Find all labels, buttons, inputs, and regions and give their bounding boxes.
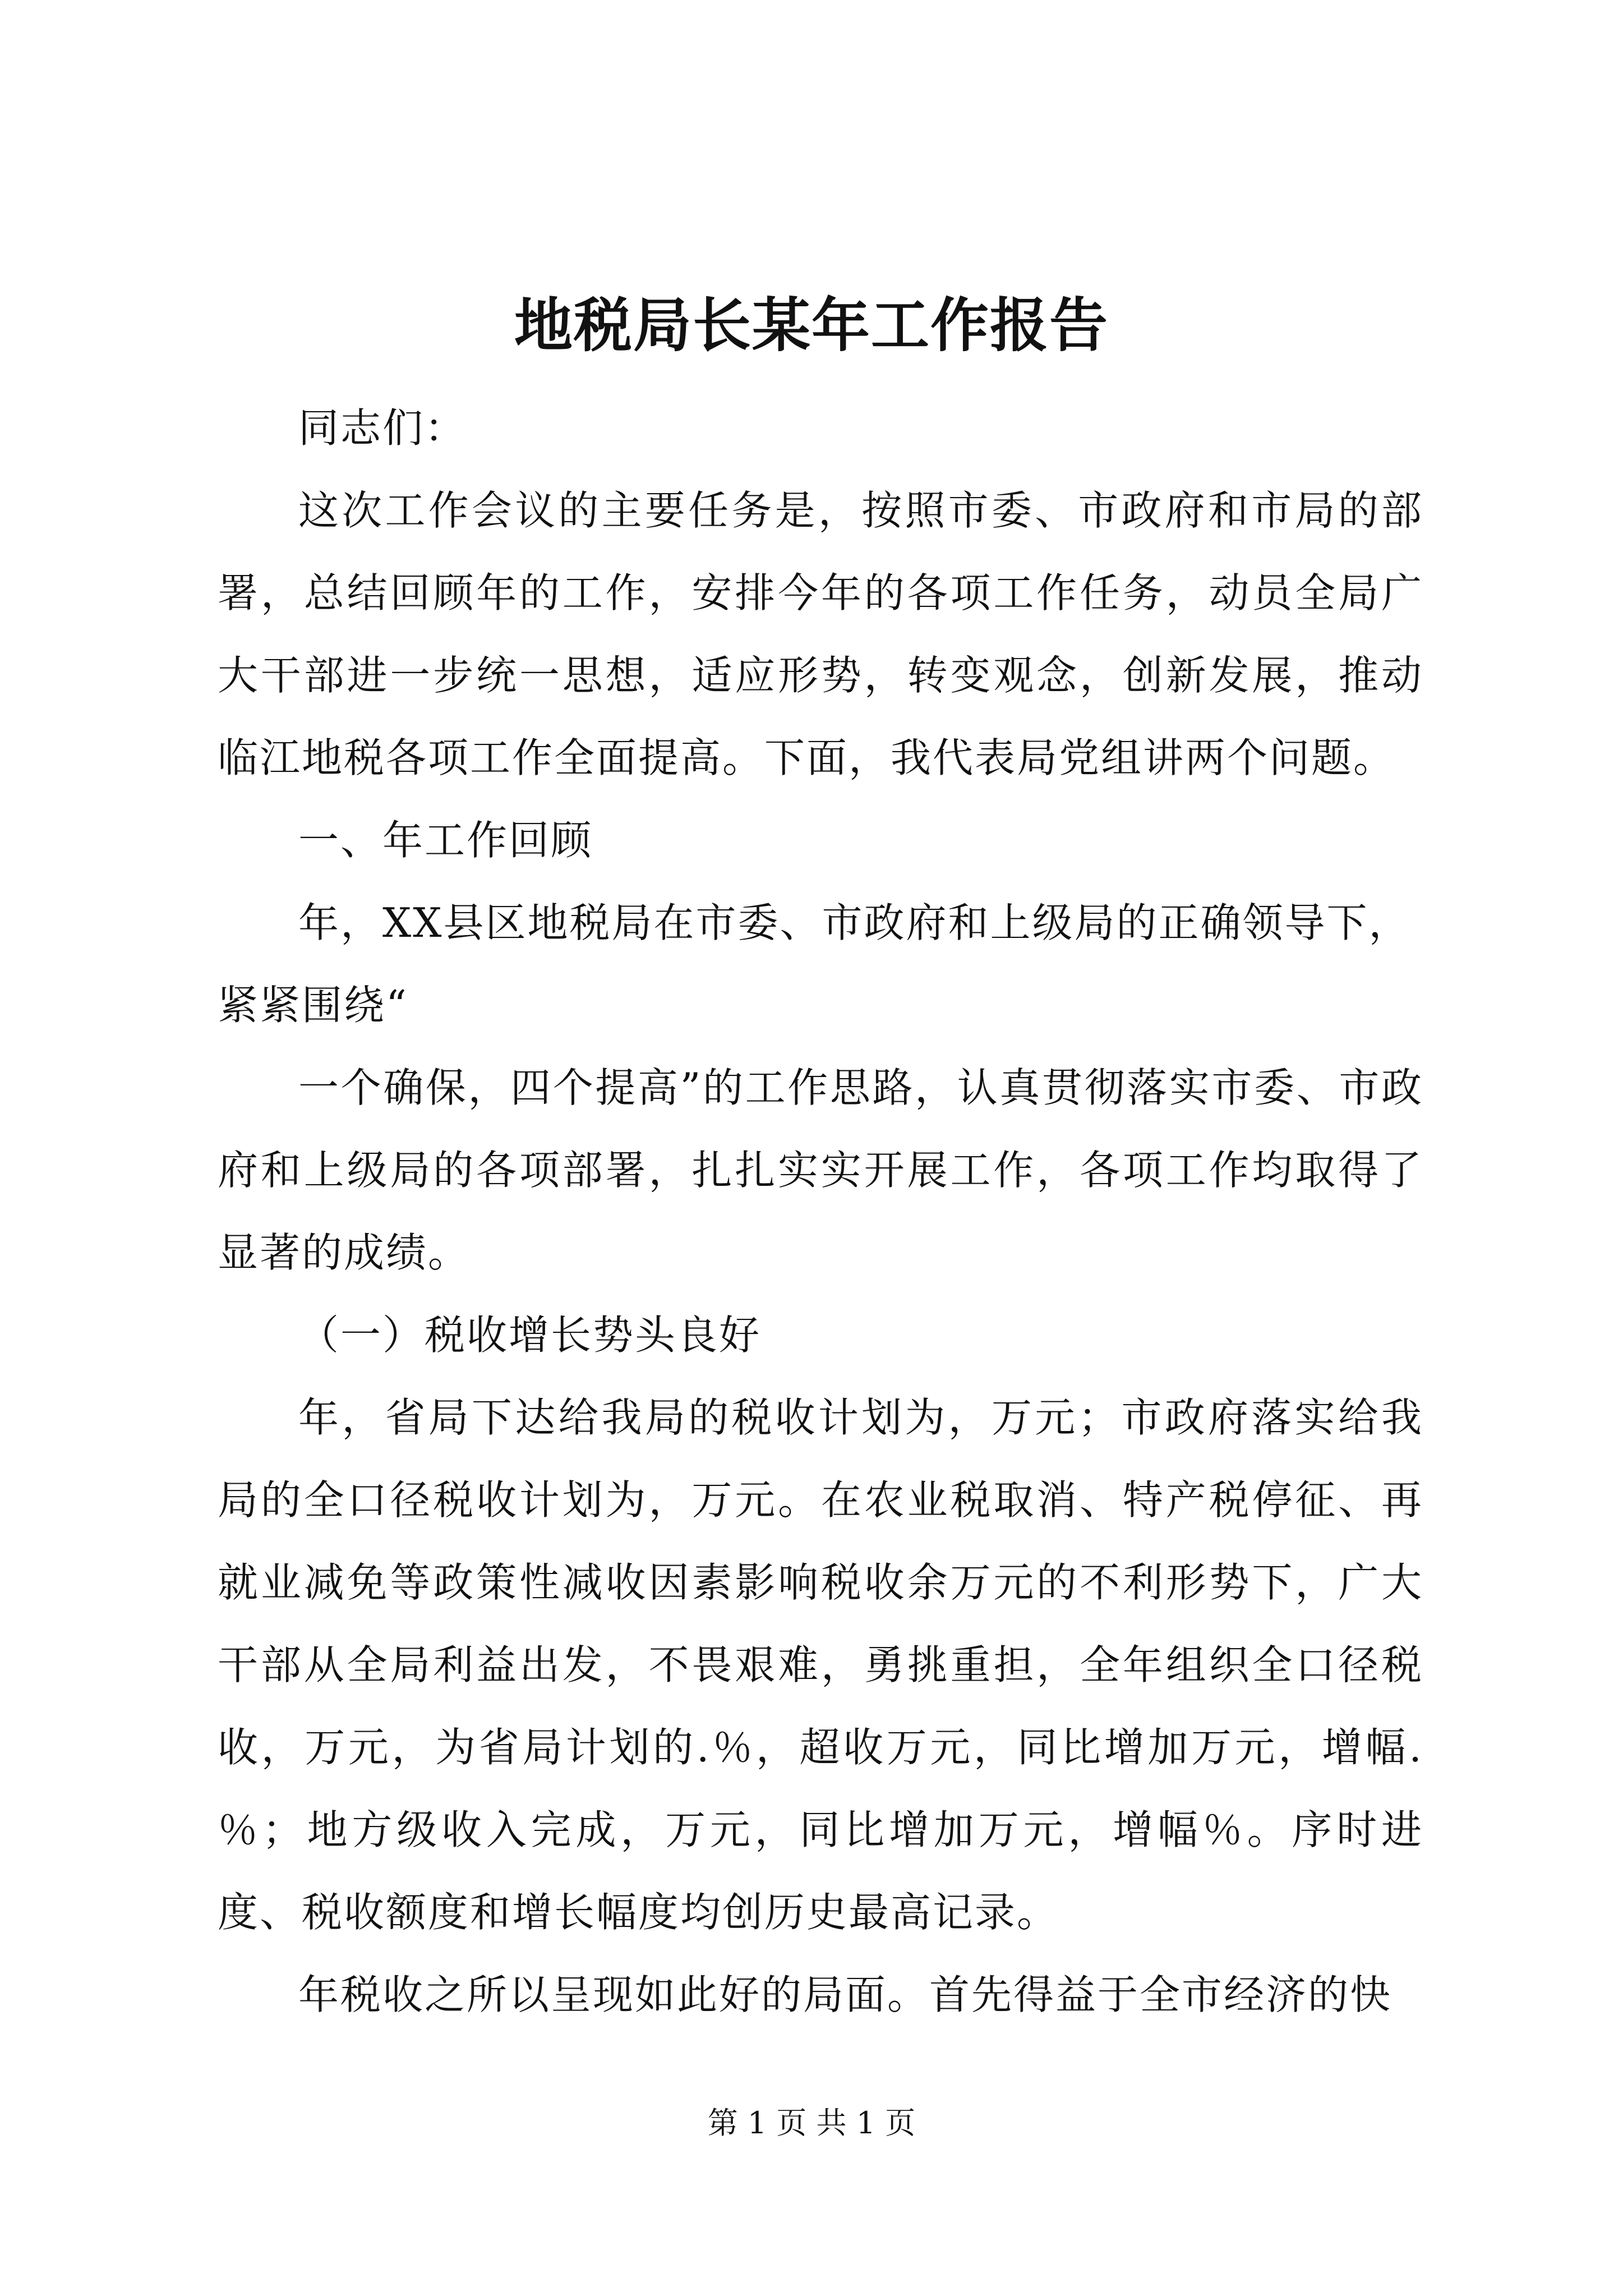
page-footer: 第 1 页 共 1 页 — [707, 2105, 916, 2141]
paragraph-review-continued: 一个确保，四个提高”的工作思路，认真贯彻落实市委、市政府和上级局的各项部署，扎扎实实开展工作，各项工作均取得了显著的成绩。 — [218, 1064, 1423, 1276]
paragraph-review-lead: 年，XX县区地税局在市委、市政府和上级局的正确领导下，紧紧围绕“ — [218, 899, 1411, 1029]
paragraph-tax-plan: 年，省局下达给我局的税收计划为，万元；市政府落实给我局的全口径税收计划为，万元。在农业税取消、特产税停征、再就业减免等政策性减收因素影响税收余万元的不利形势下，广大干部从全局利益出发，不畏艰难，勇挑重担，全年组织全口径税收，万元，为省局计划的.％，超收万元，同比增加万元，增幅.％；地方级收入完成，万元，同比增加万元，增幅％。序时进度、税收额度和增长幅度均创历史最高记录。 — [218, 1394, 1423, 1936]
salutation: 同志们： — [298, 404, 467, 452]
paragraph-intro: 这次工作会议的主要任务是，按照市委、市政府和市局的部署，总结回顾年的工作，安排今年的各项工作任务，动员全局广大干部进一步统一思想，适应形势，转变观念，创新发展，推动临江地税各项工作全面提高。下面，我代表局党组讲两个问题。 — [218, 487, 1423, 781]
subsection-heading-tax-growth: （一）税收增长势头良好 — [298, 1312, 762, 1359]
document-title: 地税局长某年工作报告 — [514, 291, 1109, 360]
document-body — [218, 387, 1423, 2036]
paragraph-reasons: 年税收之所以呈现如此好的局面。首先得益于全市经济的快 — [298, 1971, 1393, 2018]
section-heading-review: 一、年工作回顾 — [298, 817, 593, 864]
